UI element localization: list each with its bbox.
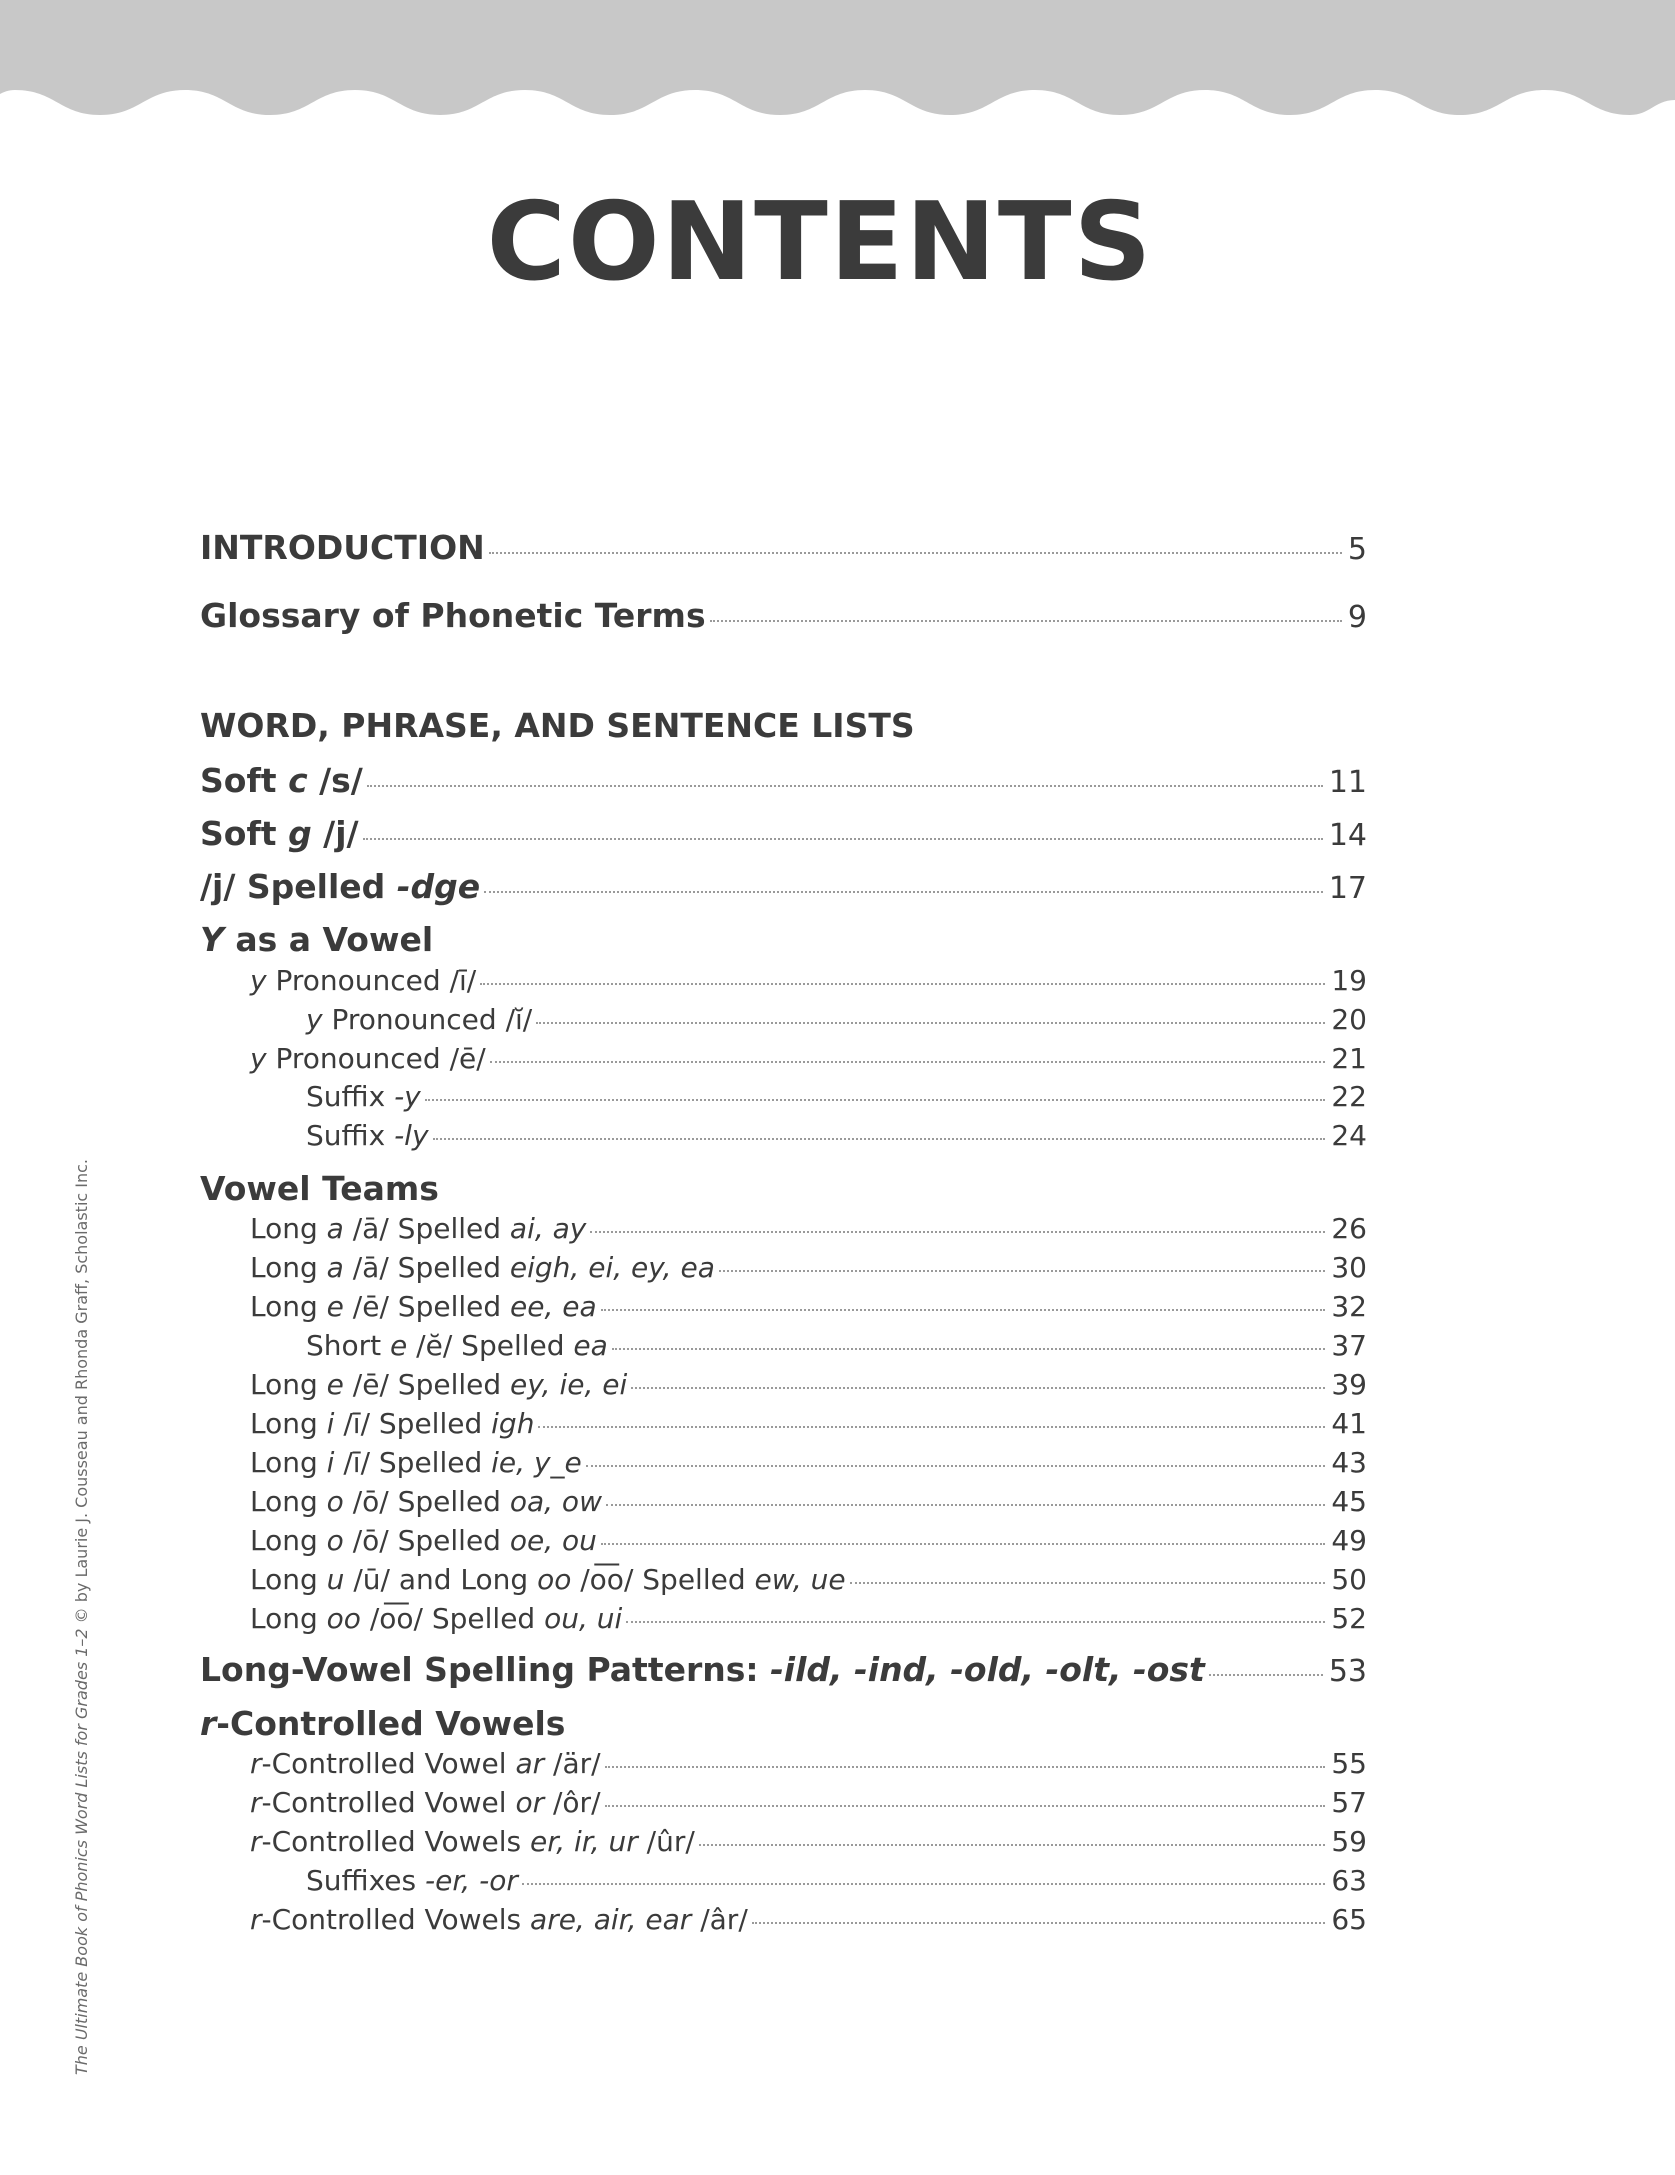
- toc-label: Long e /ē/ Spelled ee, ea: [250, 1290, 597, 1323]
- toc-entry[interactable]: [250, 1563, 1367, 1596]
- dot-leader: [601, 1543, 1325, 1545]
- toc-label: y Pronounced /ī/: [250, 964, 477, 997]
- toc-label: y Pronounced /ē/: [250, 1042, 486, 1075]
- dot-leader: [710, 620, 1342, 622]
- toc-page-number: 37: [1331, 1329, 1367, 1362]
- dot-leader: [719, 1270, 1326, 1272]
- toc-label: Soft c /s/: [200, 761, 363, 800]
- toc-page-number: 53: [1328, 1654, 1367, 1689]
- toc-label: /j/ Spelled -dge: [200, 867, 481, 906]
- section-heading: WORD, PHRASE, AND SENTENCE LISTS: [200, 706, 915, 745]
- toc-group-y-as-vowel: Y as a Vowel: [200, 920, 434, 959]
- toc-entry[interactable]: [250, 1290, 1367, 1323]
- dot-leader: [480, 983, 1325, 985]
- toc-label: Long o /ō/ Spelled oe, ou: [250, 1524, 597, 1557]
- dot-leader: [699, 1844, 1326, 1846]
- toc-page-number: 59: [1331, 1825, 1367, 1858]
- dot-leader: [601, 1309, 1326, 1311]
- toc-label: y Pronounced /ĭ/: [306, 1003, 533, 1036]
- toc-group-vowel-teams: Vowel Teams: [200, 1169, 439, 1208]
- toc-entry[interactable]: [306, 1329, 1367, 1362]
- dot-leader: [612, 1348, 1326, 1350]
- toc-page-number: 43: [1331, 1446, 1367, 1479]
- dot-leader: [538, 1426, 1325, 1428]
- toc-page-number: 14: [1328, 818, 1367, 853]
- toc-entry-long-vowel-patterns[interactable]: [200, 1650, 1367, 1689]
- dot-leader: [586, 1465, 1326, 1467]
- toc-entry[interactable]: [250, 1786, 1367, 1819]
- toc-entry[interactable]: [250, 1042, 1367, 1075]
- dot-leader: [605, 1766, 1326, 1768]
- toc-entry-soft-g[interactable]: [200, 814, 1367, 853]
- dot-leader: [626, 1621, 1325, 1623]
- dot-leader: [752, 1922, 1326, 1924]
- toc-page-number: 5: [1347, 532, 1367, 567]
- dot-leader: [490, 1061, 1326, 1063]
- dot-leader: [484, 891, 1323, 893]
- toc-label: Suffix -ly: [306, 1119, 429, 1152]
- toc-entry[interactable]: [250, 1485, 1367, 1518]
- toc-page-number: 49: [1331, 1524, 1367, 1557]
- toc-page-number: 22: [1331, 1080, 1367, 1113]
- toc-page-number: 20: [1331, 1003, 1367, 1036]
- toc-page-number: 19: [1331, 964, 1367, 997]
- toc-page-number: 52: [1331, 1602, 1367, 1635]
- copyright-sidebar: The Ultimate Book of Phonics Word Lists for Grades 1–2 © by Laurie J. Cousseau and Rhonda Graff, Scholastic Inc.: [72, 1158, 91, 2075]
- toc-page-number: 17: [1328, 871, 1367, 906]
- toc-page-number: 41: [1331, 1407, 1367, 1440]
- toc-entry[interactable]: [250, 1747, 1367, 1780]
- dot-leader: [363, 838, 1323, 840]
- toc-entry[interactable]: [306, 1080, 1367, 1113]
- toc-page-number: 24: [1331, 1119, 1367, 1152]
- toc-label: r-Controlled Vowel or /ôr/: [250, 1786, 601, 1819]
- toc-entry[interactable]: [250, 1446, 1367, 1479]
- dot-leader: [1209, 1674, 1323, 1676]
- toc-label: Long e /ē/ Spelled ey, ie, ei: [250, 1368, 628, 1401]
- toc-page-number: 11: [1328, 765, 1367, 800]
- toc-label: r-Controlled Vowels er, ir, ur /ûr/: [250, 1825, 695, 1858]
- dot-leader: [606, 1504, 1325, 1506]
- toc-page-number: 21: [1331, 1042, 1367, 1075]
- toc-label: Long a /ā/ Spelled ai, ay: [250, 1212, 587, 1245]
- toc-entry[interactable]: [250, 1368, 1367, 1401]
- dot-leader: [536, 1022, 1325, 1024]
- toc-entry[interactable]: [250, 1524, 1367, 1557]
- toc-label: INTRODUCTION: [200, 528, 485, 567]
- toc-page-number: 9: [1347, 600, 1367, 635]
- page-title: CONTENTS: [486, 180, 1154, 305]
- dot-leader: [590, 1231, 1325, 1233]
- toc-label: r-Controlled Vowels are, air, ear /âr/: [250, 1903, 748, 1936]
- toc-entry[interactable]: [306, 1864, 1367, 1897]
- toc-label: Glossary of Phonetic Terms: [200, 596, 706, 635]
- toc-label: Long i /ī/ Spelled igh: [250, 1407, 535, 1440]
- dot-leader: [631, 1387, 1325, 1389]
- toc-entry[interactable]: [250, 1212, 1367, 1245]
- toc-label: Long i /ī/ Spelled ie, y_e: [250, 1446, 582, 1479]
- toc-page-number: 65: [1331, 1903, 1367, 1936]
- toc-entry[interactable]: [250, 1251, 1367, 1284]
- toc-page-number: 57: [1331, 1786, 1367, 1819]
- toc-entry[interactable]: [306, 1119, 1367, 1152]
- toc-page-number: 30: [1331, 1251, 1367, 1284]
- dot-leader: [367, 785, 1323, 787]
- toc-label: Long a /ā/ Spelled eigh, ei, ey, ea: [250, 1251, 715, 1284]
- toc-entry[interactable]: [250, 1903, 1367, 1936]
- toc-page-number: 39: [1331, 1368, 1367, 1401]
- dot-leader: [605, 1805, 1326, 1807]
- toc-entry[interactable]: [250, 1825, 1367, 1858]
- toc-page-number: 63: [1331, 1864, 1367, 1897]
- toc-entry[interactable]: [250, 964, 1367, 997]
- dot-leader: [522, 1883, 1326, 1885]
- toc-label: Short e /ĕ/ Spelled ea: [306, 1329, 608, 1362]
- toc-entry-soft-c[interactable]: [200, 761, 1367, 800]
- toc-label: r-Controlled Vowel ar /är/: [250, 1747, 601, 1780]
- toc-page-number: 55: [1331, 1747, 1367, 1780]
- toc-entry[interactable]: [250, 1407, 1367, 1440]
- toc-group-r-controlled: r-Controlled Vowels: [200, 1704, 566, 1743]
- toc-label: Long u /ū/ and Long oo /o͞o/ Spelled ew, ue: [250, 1563, 846, 1596]
- dot-leader: [425, 1099, 1326, 1101]
- toc-page-number: 45: [1331, 1485, 1367, 1518]
- toc-entry[interactable]: [250, 1602, 1367, 1635]
- toc-page-number: 32: [1331, 1290, 1367, 1323]
- toc-page-number: 50: [1331, 1563, 1367, 1596]
- toc-entry-glossary[interactable]: [200, 596, 1367, 635]
- toc-entry-dge[interactable]: [200, 867, 1367, 906]
- dot-leader: [433, 1138, 1326, 1140]
- toc-entry-introduction[interactable]: [200, 528, 1367, 567]
- toc-label: Long-Vowel Spelling Patterns: -ild, -ind, -old, -olt, -ost: [200, 1650, 1205, 1689]
- toc-label: Long o /ō/ Spelled oa, ow: [250, 1485, 602, 1518]
- toc-entry[interactable]: [306, 1003, 1367, 1036]
- toc-label: Long oo /o͞o/ Spelled ou, ui: [250, 1602, 623, 1635]
- toc-label: Soft g /j/: [200, 814, 359, 853]
- toc-label: Suffix -y: [306, 1080, 421, 1113]
- dot-leader: [489, 552, 1342, 554]
- toc-label: Suffixes -er, -or: [306, 1864, 518, 1897]
- toc-page-number: 26: [1331, 1212, 1367, 1245]
- dot-leader: [850, 1582, 1326, 1584]
